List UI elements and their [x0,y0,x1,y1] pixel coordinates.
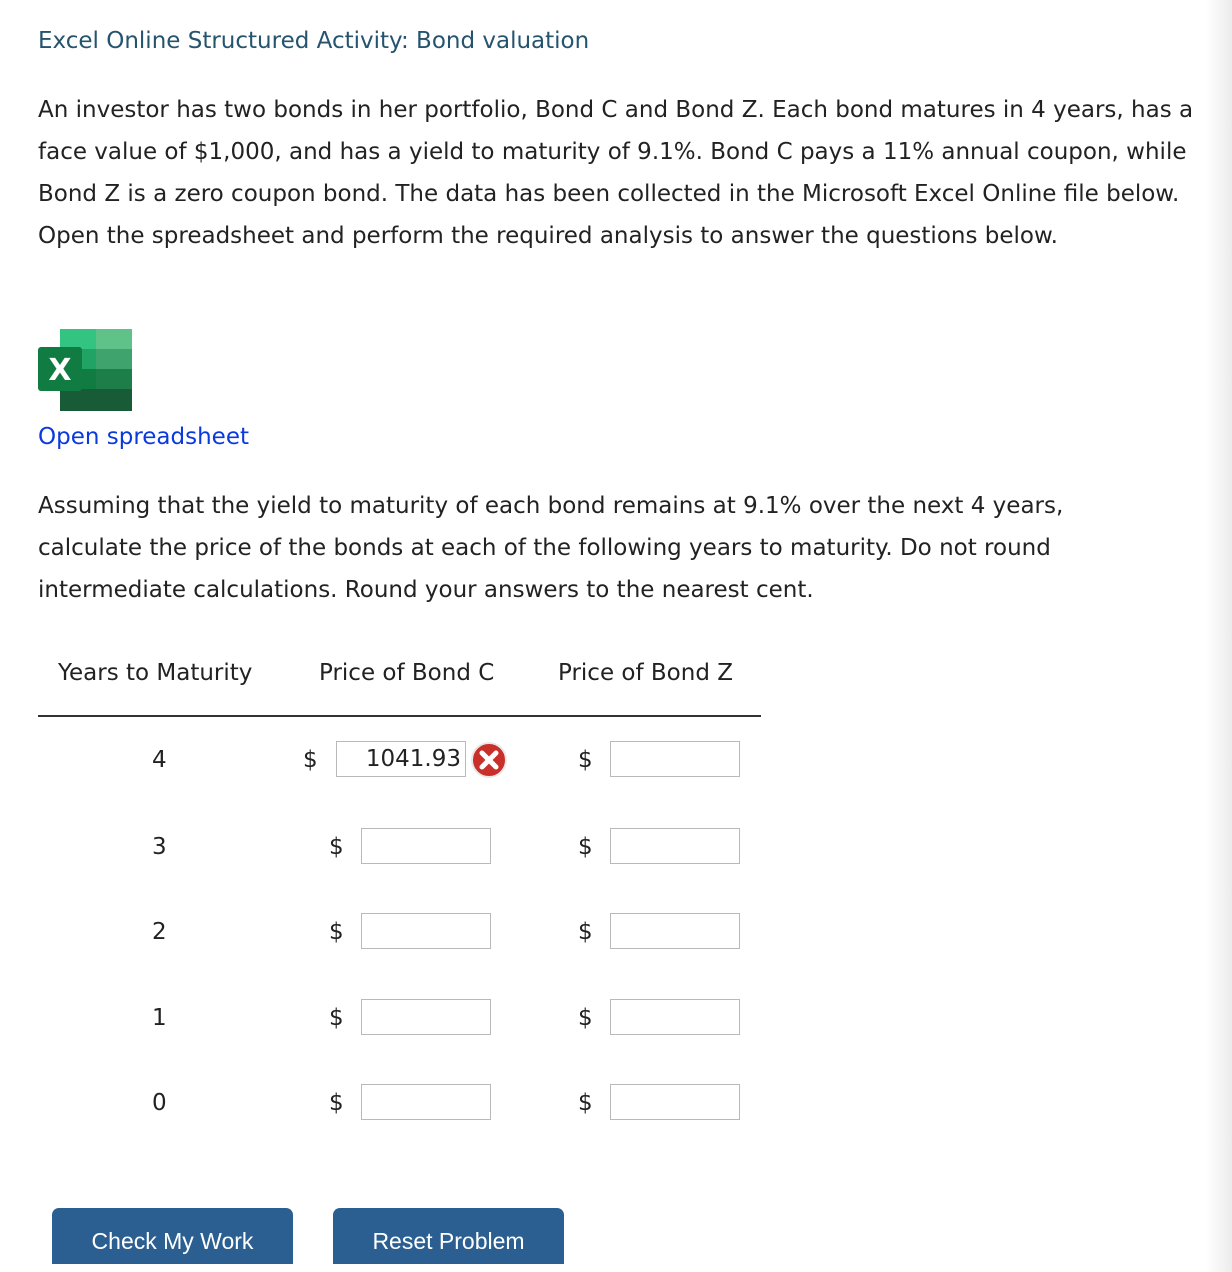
bond-c-price-input[interactable] [361,913,491,949]
bond-z-currency: $ [578,1005,593,1031]
bond-c-price-input[interactable] [336,741,466,777]
header-years-to-maturity: Years to Maturity [58,660,253,686]
bond-c-currency: $ [329,834,344,860]
bond-z-currency: $ [578,747,593,773]
excel-icon[interactable] [38,327,134,413]
bond-c-currency: $ [329,919,344,945]
header-price-bond-z: Price of Bond Z [558,660,733,686]
bond-c-currency: $ [329,1005,344,1031]
table-row [0,913,800,953]
bond-z-price-input[interactable] [610,999,740,1035]
page-edge-shadow [1206,0,1232,1272]
question-text: Assuming that the yield to maturity of each bond remains at 9.1% over the next 4 years, calculate the price of the bonds at each of the following years to maturity. Do not round intermediate calculations. Round your answers to the nearest cent. [38,493,1064,603]
bond-c-price-input[interactable] [361,999,491,1035]
excel-icon-letter: X [48,353,72,388]
bond-z-currency: $ [578,919,593,945]
bond-z-currency: $ [578,834,593,860]
table-row [0,999,800,1039]
years-value: 4 [152,747,167,773]
problem-intro: An investor has two bonds in her portfolio, Bond C and Bond Z. Each bond matures in 4 years, has a face value of $1,000, and has a yield to maturity of 9.1%. Bond C pays a 11% annual coupon, while Bond Z is a zero coupon bond. The data has been collected in the Microsoft Excel Online file below. Open the spreadsheet and perform the required analysis to answer the questions below. [38,97,1194,249]
open-spreadsheet-link[interactable]: Open spreadsheet [38,424,249,450]
years-value: 0 [152,1090,167,1116]
table-row [0,1084,800,1124]
bond-c-currency: $ [329,1090,344,1116]
bond-c-currency: $ [303,747,318,773]
header-divider [38,715,761,717]
years-value: 1 [152,1005,167,1031]
page-title: Excel Online Structured Activity: Bond valuation [38,28,590,54]
bond-z-price-input[interactable] [610,1084,740,1120]
incorrect-answer-icon [470,741,508,779]
bond-z-price-input[interactable] [610,828,740,864]
table-row [0,741,800,781]
bond-z-currency: $ [578,1090,593,1116]
bond-z-price-input[interactable] [610,741,740,777]
header-price-bond-c: Price of Bond C [319,660,495,686]
bond-z-price-input[interactable] [610,913,740,949]
bond-c-price-input[interactable] [361,1084,491,1120]
bond-c-price-input[interactable] [361,828,491,864]
reset-problem-button[interactable]: Reset Problem [333,1208,564,1264]
years-value: 3 [152,834,167,860]
table-row [0,828,800,868]
years-value: 2 [152,919,167,945]
check-my-work-button[interactable]: Check My Work [52,1208,293,1264]
